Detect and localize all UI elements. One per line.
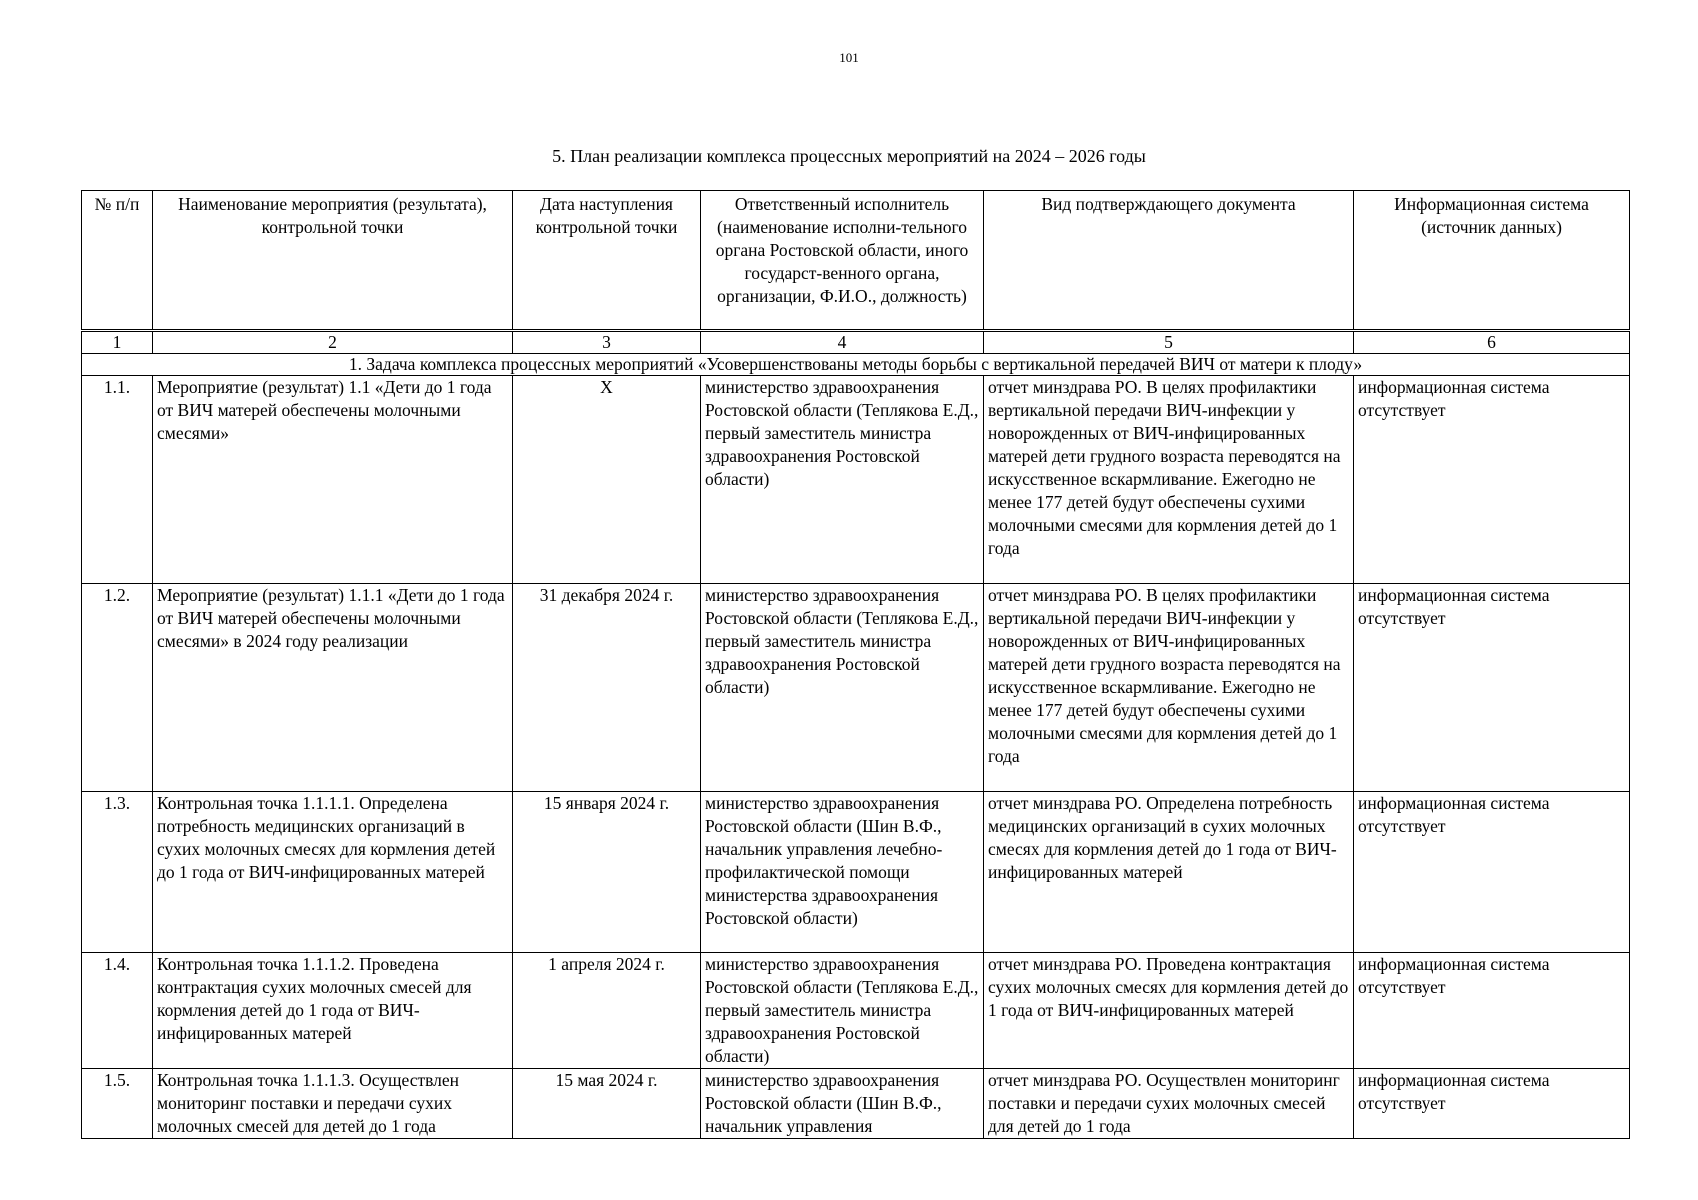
- header-date: Дата наступления контрольной точки: [513, 191, 701, 331]
- column-number: 4: [701, 331, 984, 354]
- page-number: 101: [839, 50, 859, 65]
- row-number: 1.4.: [82, 953, 153, 1069]
- column-number: 3: [513, 331, 701, 354]
- column-number: 1: [82, 331, 153, 354]
- row-name: Контрольная точка 1.1.1.1. Определена потребность медицинских организаций в сухих молочных смесях для кормления детей до 1 года от ВИЧ-инфицированных матерей: [153, 792, 513, 953]
- table-row: [82, 953, 1630, 1069]
- table-row: [82, 376, 1630, 584]
- row-date: Х: [513, 376, 701, 584]
- row-document: отчет минздрава РО. В целях профилактики вертикальной передачи ВИЧ-инфекции у новорожденных от ВИЧ-инфицированных матерей дети грудного возраста переводятся на искусственное вскармливание. Ежегодно не менее 177 детей будут обеспечены сухими молочными смесями для кормления детей до 1 года: [984, 376, 1354, 584]
- header-system: Информационная система (источник данных): [1354, 191, 1630, 331]
- row-name: Контрольная точка 1.1.1.3. Осуществлен мониторинг поставки и передачи сухих молочных смесей для детей до 1 года: [153, 1069, 513, 1139]
- row-date: 1 апреля 2024 г.: [513, 953, 701, 1069]
- row-system: информационная система отсутствует: [1354, 1069, 1630, 1139]
- row-name: Мероприятие (результат) 1.1.1 «Дети до 1 года от ВИЧ матерей обеспечены молочными смесями» в 2024 году реализации: [153, 584, 513, 792]
- header-row: [82, 191, 1630, 331]
- row-executor: министерство здравоохранения Ростовской области (Шин В.Ф., начальник управления: [701, 1069, 984, 1139]
- row-number: 1.2.: [82, 584, 153, 792]
- task-row: [82, 354, 1630, 376]
- row-number: 1.3.: [82, 792, 153, 953]
- row-executor: министерство здравоохранения Ростовской области (Шин В.Ф., начальник управления лечебно-профилактической помощи министерства здравоохранения Ростовской области): [701, 792, 984, 953]
- column-numbers-row: [82, 331, 1630, 354]
- row-system: информационная система отсутствует: [1354, 953, 1630, 1069]
- row-date: 31 декабря 2024 г.: [513, 584, 701, 792]
- header-document: Вид подтверждающего документа: [984, 191, 1354, 331]
- header-name: Наименование мероприятия (результата), контрольной точки: [153, 191, 513, 331]
- row-name: Мероприятие (результат) 1.1 «Дети до 1 года от ВИЧ матерей обеспечены молочными смесями»: [153, 376, 513, 584]
- table-row: [82, 1069, 1630, 1139]
- row-document: отчет минздрава РО. В целях профилактики вертикальной передачи ВИЧ-инфекции у новорожденных от ВИЧ-инфицированных матерей дети грудного возраста переводятся на искусственное вскармливание. Ежегодно не менее 177 детей будут обеспечены сухими молочными смесями для кормления детей до 1 года: [984, 584, 1354, 792]
- row-system: информационная система отсутствует: [1354, 584, 1630, 792]
- row-executor: министерство здравоохранения Ростовской области (Теплякова Е.Д., первый заместитель министра здравоохранения Ростовской области): [701, 376, 984, 584]
- header-num: № п/п: [82, 191, 153, 331]
- column-number: 6: [1354, 331, 1630, 354]
- row-date: 15 мая 2024 г.: [513, 1069, 701, 1139]
- row-system: информационная система отсутствует: [1354, 376, 1630, 584]
- column-number: 5: [984, 331, 1354, 354]
- plan-table: [81, 190, 1630, 1139]
- row-document: отчет минздрава РО. Определена потребность медицинских организаций в сухих молочных смесях для кормления детей до 1 года от ВИЧ-инфицированных матерей: [984, 792, 1354, 953]
- table-row: [82, 584, 1630, 792]
- page-title: 5. План реализации комплекса процессных мероприятий на 2024 – 2026 годы: [552, 146, 1146, 166]
- row-executor: министерство здравоохранения Ростовской области (Теплякова Е.Д., первый заместитель министра здравоохранения Ростовской области): [701, 953, 984, 1069]
- row-system: информационная система отсутствует: [1354, 792, 1630, 953]
- row-name: Контрольная точка 1.1.1.2. Проведена контрактация сухих молочных смесей для кормления детей до 1 года от ВИЧ-инфицированных матерей: [153, 953, 513, 1069]
- table-row: [82, 792, 1630, 953]
- task-title: 1. Задача комплекса процессных мероприятий «Усовершенствованы методы борьбы с вертикальной передачей ВИЧ от матери к плоду»: [82, 354, 1630, 376]
- row-date: 15 января 2024 г.: [513, 792, 701, 953]
- row-number: 1.1.: [82, 376, 153, 584]
- column-number: 2: [153, 331, 513, 354]
- row-document: отчет минздрава РО. Проведена контрактация сухих молочных смесях для кормления детей до 1 года от ВИЧ-инфицированных матерей: [984, 953, 1354, 1069]
- row-executor: министерство здравоохранения Ростовской области (Теплякова Е.Д., первый заместитель министра здравоохранения Ростовской области): [701, 584, 984, 792]
- row-number: 1.5.: [82, 1069, 153, 1139]
- header-executor: Ответственный исполнитель (наименование исполни-тельного органа Ростовской области, иного государст-венного органа, организации, Ф.И.О., должность): [701, 191, 984, 331]
- row-document: отчет минздрава РО. Осуществлен мониторинг поставки и передачи сухих молочных смесей для детей до 1 года: [984, 1069, 1354, 1139]
